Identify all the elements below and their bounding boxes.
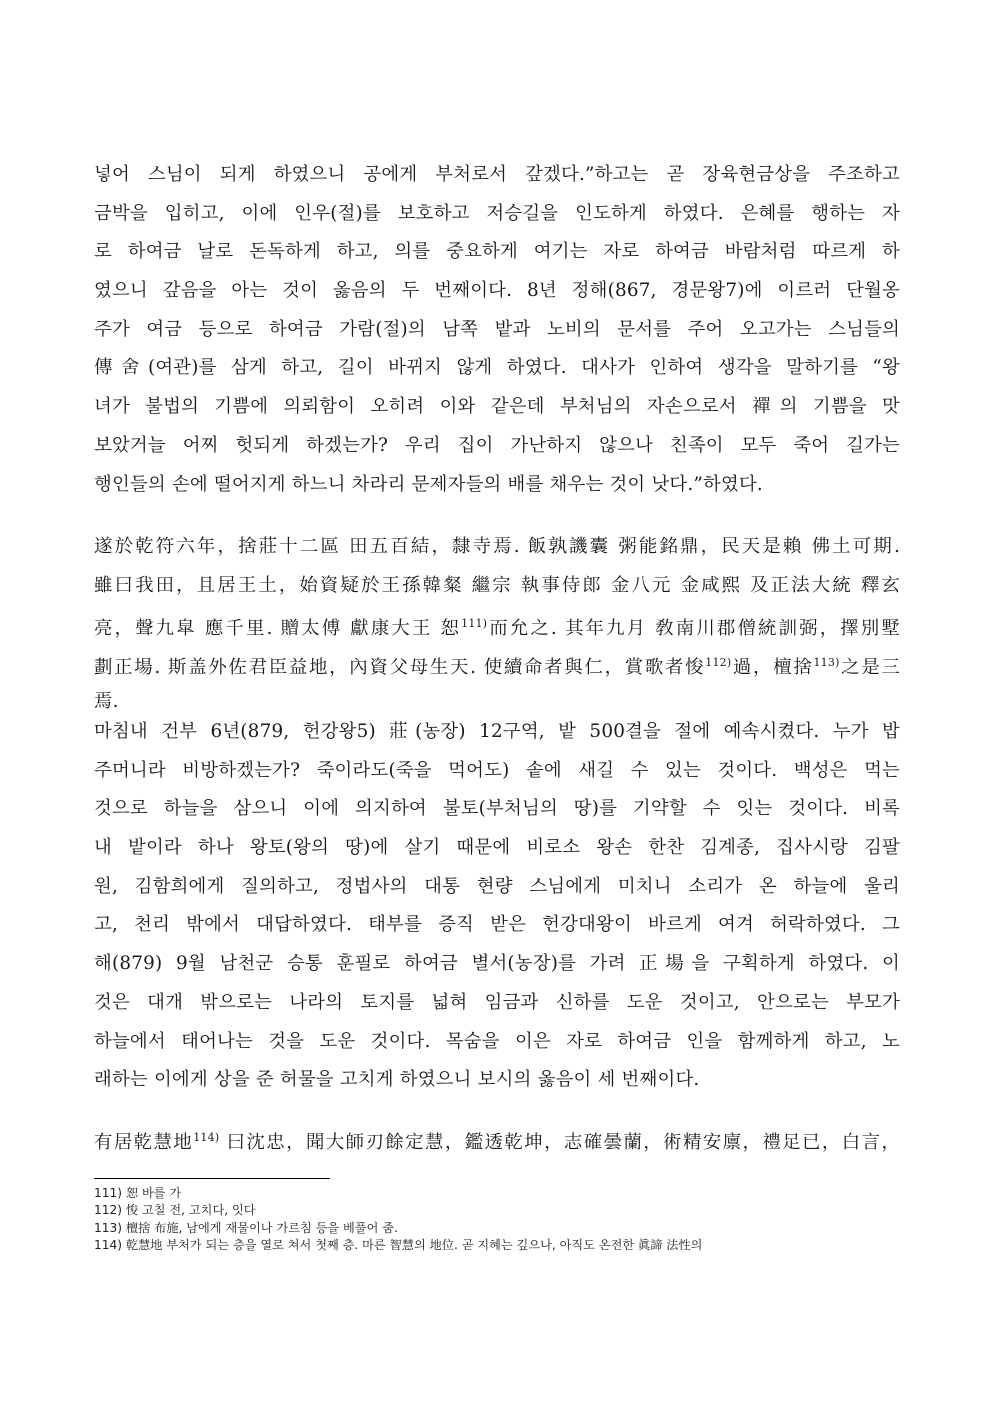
text-line: 주가 여금 등으로 하여금 가람(절)의 남쪽 밭과 노비의 문서를 주어 오고가는 스님들의 — [94, 318, 900, 340]
text-line: 래하는 이에게 상을 준 허물을 고치게 하였으니 보시의 옳음이 세 번째이다. — [94, 1069, 700, 1091]
korean-paragraph-2 — [94, 713, 900, 1100]
text-run: 亮，聲九皐 應千里. 贈太傅 獻康大王 恕 — [94, 618, 462, 640]
text-run: 之是三 — [839, 657, 900, 679]
text-line: 雖曰我田，且居王土，始資疑於王孫韓粲 繼宗 執事侍郎 金八元 金咸熙 及正法大統 釋玄 — [94, 574, 900, 596]
footnote-ref: 111) — [461, 617, 488, 631]
footnote: 114) 乾慧地 부처가 되는 층을 열로 쳐서 첫째 층. 마른 智慧의 地位. 곧 지혜는 깊으나, 아직도 온전한 眞諦 法性의 — [94, 1237, 703, 1252]
footnote-ref: 112) — [705, 656, 732, 670]
text-line: 넣어 스님이 되게 하였으니 공에게 부처로서 갚겠다.”하고는 곧 장육현금상을 주조하고 — [94, 164, 900, 185]
text-line: 것은 대개 밖으로는 나라의 토지를 넓혀 임금과 신하를 도운 것이고, 안으로는 부모가 — [94, 991, 900, 1013]
footnote: 113) 檀捨 布施, 남에게 재물이나 가르침 등을 베풀어 줌. — [94, 1220, 398, 1235]
text-line: 로 하여금 날로 돈독하게 하고, 의를 중요하게 여기는 자로 하여금 바람처럼 따르게 하 — [94, 241, 900, 263]
footnote: 112) 悛 고칠 전, 고치다, 잇다 — [94, 1203, 256, 1218]
footnote: 111) 恕 바를 가 — [94, 1186, 182, 1200]
text-line: 傳舍(여관)를 삼게 하고, 길이 바뀌지 않게 하였다. 대사가 인하여 생각을 말하기를 “왕 — [94, 357, 900, 379]
footnotes — [94, 1185, 900, 1254]
text-line — [94, 1119, 900, 1158]
text-line: 고, 천리 밖에서 대답하였다. 태부를 증직 받은 헌강대왕이 바르게 여겨 허락하였다. 그 — [94, 914, 900, 936]
text-line: 보았거늘 어찌 헛되게 하겠는가? 우리 집이 가난하지 않으나 친족이 모두 죽어 길가는 — [94, 434, 900, 456]
text-run: 有居乾慧地 — [94, 1132, 194, 1153]
text-line: 내 밭이라 하나 왕토(왕의 땅)에 살기 때문에 비로소 왕손 한찬 김계종, 집사시랑 김팔 — [94, 837, 900, 859]
text-line — [94, 644, 900, 683]
footnote-ref: 114) — [193, 1131, 220, 1144]
text-line: 였으니 갚음을 아는 것이 옳음의 두 번째이다. 8년 정해(867, 경문왕7)에 이르러 단월옹 — [94, 280, 900, 302]
text-line: 녀가 불법의 기쁨에 의뢰함이 오히려 이와 같은데 부처님의 자손으로서 禪의 기쁨을 맛 — [94, 396, 900, 418]
text-line: 주머니라 비방하겠는가? 죽이라도(죽을 먹어도) 솥에 새길 수 있는 것이다. 백성은 먹는 — [94, 759, 900, 781]
text-line — [94, 605, 900, 644]
text-line: 마침내 건부 6년(879, 헌강왕5) 莊(농장) 12구역, 밭 500결을 절에 예속시켰다. 누가 밥 — [94, 721, 900, 742]
footnote-divider — [94, 1178, 330, 1179]
text-run: 劃正場. 斯盖外佐君臣益地，內資父母生天. 使續命者與仁，賞歌者悛 — [94, 657, 706, 679]
text-line: 금박을 입히고, 이에 인우(절)를 보호하고 저승길을 인도하게 하였다. 은혜를 행하는 자 — [94, 202, 900, 224]
hanja-paragraph-1 — [94, 528, 900, 721]
text-line: 원, 김함희에게 질의하고, 정법사의 대통 현량 스님에게 미치니 소리가 온 하늘에 울리 — [94, 875, 900, 897]
text-line: 遂於乾符六年，捨莊十二區 田五百結，隸寺焉. 飯孰譏囊 粥能銘鼎，民天是賴 佛土可期. — [94, 536, 900, 557]
text-line: 해(879) 9월 남천군 승통 훈필로 하여금 별서(농장)를 가려 正場을 구획하게 하였다. 이 — [94, 953, 900, 975]
text-run: 而允之. 其年九月 敎南川郡僧統訓弼，擇別墅 — [487, 618, 900, 640]
hanja-paragraph-2 — [94, 1119, 900, 1158]
text-line: 하늘에서 태어나는 것을 도운 것이다. 목숨을 이은 자로 하여금 인을 함께하게 하고, 노 — [94, 1030, 900, 1052]
text-run: 曰沈忠，聞大師刃餘定慧，鑑透乾坤，志確曇蘭，術精安廪，禮足已，白言， — [219, 1132, 900, 1153]
korean-paragraph-1 — [94, 156, 900, 504]
text-run: 過，檀捨 — [731, 657, 814, 679]
text-line: 행인들의 손에 떨어지게 하느니 차라리 문제자들의 배를 채우는 것이 낫다.”하였다. — [94, 473, 763, 495]
footnote-ref: 113) — [813, 656, 840, 670]
text-line: 것으로 하늘을 삼으니 이에 의지하여 불토(부처님의 땅)를 기약할 수 잇는 것이다. 비록 — [94, 798, 900, 820]
text-line: 焉. — [94, 690, 119, 712]
